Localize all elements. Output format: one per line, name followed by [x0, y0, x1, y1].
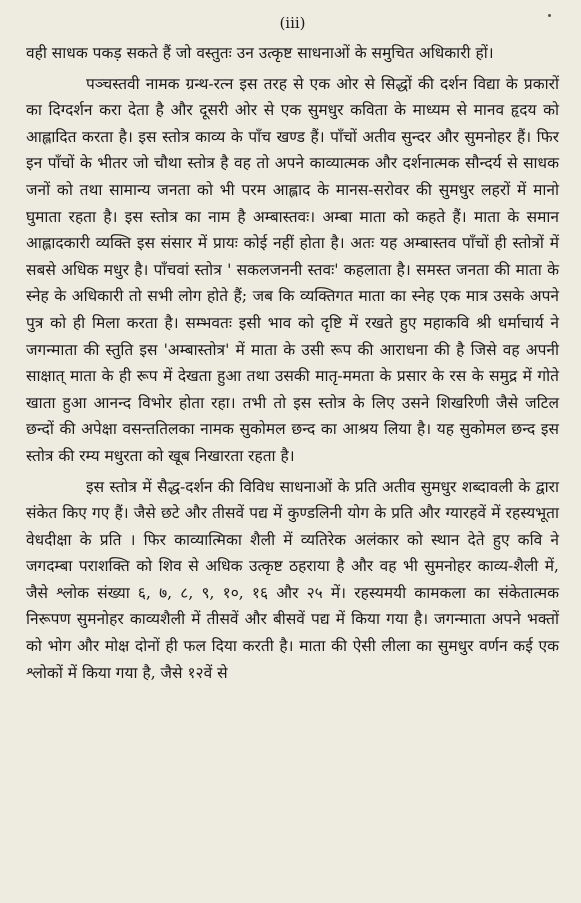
page-number: (iii) — [279, 14, 306, 32]
paragraph-stotra-sadhana: इस स्तोत्र में सैद्ध-दर्शन की विविध साधनाओं के प्रति अतीव सुमधुर शब्दावली के द्वारा संकेत किए गए हैं। जैसे छटे और तीसवें पद्य में कुण्डलिनी योग के प्रति और ग्यारहवें में रहस्यभूता वेधदीक्षा के प्रति । फिर काव्यात्मिका शैली में व्यतिरेक अलंकार को स्थान देते हुए कवि ने जगदम्बा पराशक्ति को शिव से अधिक उत्कृष्ट ठहराया है और वह भी सुमनोहर काव्य-शैली में, जैसे श्लोक संख्या ६, ७, ८, ९, १०, १६ और २५ में। रहस्यमयी कामकला का संकेतात्मक निरूपण सुमनोहर काव्यशैली में तीसवें और बीसवें पद्य में किया गया है। जगन्माता अपने भक्तों को भोग और मोक्ष दोनों ही फल दिया करती है। माता की ऐसी लीला का सुमधुर वर्णन कई एक श्लोकों में किया गया है, जैसे १२वें से — [26, 477, 559, 682]
paragraph-panchastavi: पञ्चस्तवी नामक ग्रन्थ-रत्न इस तरह से एक ओर से सिद्धों की दर्शन विद्या के प्रकारों का दिग्दर्शन करा देता है और दूसरी ओर से एक सुमधुर कविता के माध्यम से मानव हृदय को आह्लादित करता है। इस स्तोत्र काव्य के पाँच खण्ड हैं। पाँचों अतीव सुन्दर और सुमनोहर हैं। फिर इन पाँचों के भीतर जो चौथा स्तोत्र है वह तो अपने काव्यात्मक और दर्शनात्मक सौन्दर्य से साधक जनों को तथा सामान्य जनता को भी परम आह्लाद के मानस-सरोवर की सुमधुर लहरों में मानो घुमाता रहता है। इस स्तोत्र का नाम है अम्बास्तवः। अम्बा माता को कहते हैं। माता के समान आह्लादकारी व्यक्ति इस संसार में प्रायः कोई नहीं होता है। अतः यह अम्बास्तव पाँचों ही स्तोत्रों में सबसे अधिक मधुर है। पाँचवां स्तोत्र ' सकलजननी स्तवः' कहलाता है। समस्त जनता की माता के स्नेह के अधिकारी तो सभी लोग होते हैं; जब कि व्यक्तिगत माता का स्नेह एक मात्र उसके अपने पुत्र को ही मिला करता है। सम्भवतः इसी भाव को दृष्टि में रखते हुए महाकवि श्री धर्माचार्य ने जगन्माता की स्तुति इस 'अम्बास्तोत्र' में माता के उसी रूप की आराधना की है जिसे वह अपनी साक्षात् माता के ही रूप में देखता हुआ तथा उसकी मातृ-ममता के प्रसार के रस के समुद्र में गोते खाता हुआ आनन्द विभोर होता रहा। तभी तो इस स्तोत्र के लिए उसने शिखरिणी जैसे जटिल छन्दों की अपेक्षा वसन्ततिलका नामक सुकोमल छन्द का आश्रय लिया है। यह सुकोमल छन्द इस स्तोत्र की रम्य मधुरता को खूब निखारता रहता है। — [26, 74, 559, 465]
paragraph-continuation: वही साधक पकड़ सकते हैं जो वस्तुतः उन उत्कृष्ट साधनाओं के समुचित अधिकारी हों। — [26, 44, 494, 62]
scan-speck — [548, 14, 551, 17]
